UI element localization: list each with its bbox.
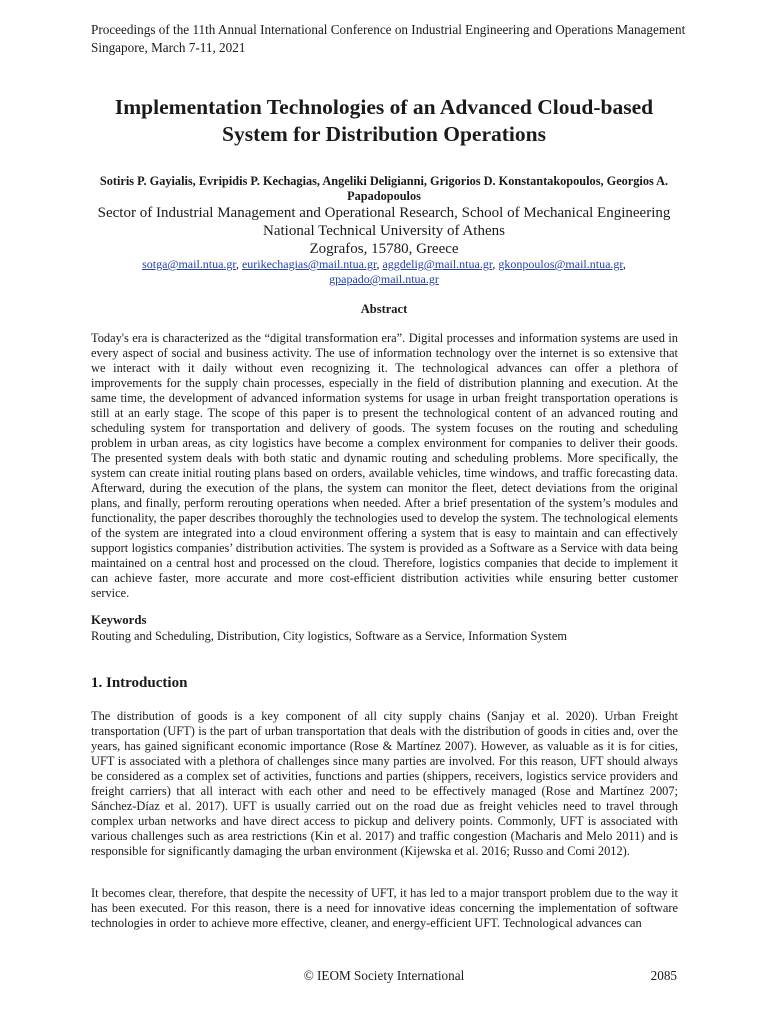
conference-header-line1: Proceedings of the 11th Annual International Conference on Industrial Engineering and Operations Management: [91, 22, 686, 37]
affiliation-line2: National Technical University of Athens: [263, 223, 505, 239]
affiliation-line3: Zografos, 15780, Greece: [309, 241, 459, 257]
abstract-body: Today's era is characterized as the “digital transformation era”. Digital processes and information systems are used in every aspect of social and business activity. The use of information technology over the internet is so extensive that we interact with it daily without even recognizing it. The technological advances can offer a plethora of improvements for the supply chain processes, especially in the field of distribution planning and execution. At the same time, the development of advanced information systems for usage in urban freight transportation operations is still at an early stage. The scope of this paper is to present the technological content of an advanced routing and scheduling system for transportation and delivery of goods. The system focuses on the routing and scheduling problem in urban areas, as city logistics have become a complex environment for companies to deliver their goods. The presented system deals with both static and dynamic routing and scheduling problems. More specifically, the system can create initial routing plans based on orders, available vehicles, time windows, and traffic forecasting data. Afterward, during the execution of the plans, the system can monitor the fleet, detect deviations from the original plans, and finally, perform rerouting operations when needed. After a brief presentation of the system’s modules and functionality, the paper describes thoroughly the technologies used to develop the system. The technological elements of the system are integrated into a cloud environment offering a system that is easy to maintain and can effectively support logistics companies’ distribution activities. The system is provided as a Software as a Service with data being maintained on a central host and processed on the cloud. Therefore, logistics companies that decide to implement it can achieve faster, more accurate and more cost-efficient distribution activities while ensuring better customer service.: [91, 331, 678, 600]
keywords-heading: Keywords: [91, 613, 147, 627]
email-link[interactable]: gkonpoulos@mail.ntua.gr: [498, 257, 623, 271]
introduction-paragraph-2: It becomes clear, therefore, that despite the necessity of UFT, it has led to a major transport problem due to the way it has been executed. For this reason, there is a need for innovative ideas concerning the implementation of software technologies in order to achieve more effective, cleaner, and energy-efficient UFT. Technological advances can: [91, 886, 678, 930]
email-link[interactable]: aggdelig@mail.ntua.gr: [382, 257, 493, 271]
keywords-text: Routing and Scheduling, Distribution, City logistics, Software as a Service, Information System: [91, 629, 567, 643]
paper-title-line1: Implementation Technologies of an Advanced Cloud-based: [114, 95, 654, 119]
affiliation-line1: Sector of Industrial Management and Operational Research, School of Mechanical Engineering: [97, 205, 671, 221]
paper-title: [60, 94, 708, 148]
introduction-heading: 1. Introduction: [91, 675, 188, 691]
introduction-paragraph-1: The distribution of goods is a key component of all city supply chains (Sanjay et al. 2020). Urban Freight transportation (UFT) is the part of urban transportation that deals with the distribution of goods in cities and, over the years, has gained significant economic importance (Rose & Martínez 2007). However, as valuable as it is for cities, UFT is associated with a plethora of challenges since many parties are involved. For this reason, UFT should always be considered as a complex set of activities, functions and parties (shippers, receivers, logistics service providers and freight carriers) that all interact with each other and need to be effectively managed (Rose and Martínez 2007; Sánchez-Díaz et al. 2017). UFT is usually carried out on the road due as freight vehicles need to travel through complex urban networks and have direct access to pickup and delivery points. Commonly, UFT is associated with various challenges such as area restrictions (Kin et al. 2017) and traffic congestion (Macharis and Melo 2011) and is responsible for significantly damaging the urban environment (Kijewska et al. 2016; Russo and Comi 2012).: [91, 709, 678, 858]
email-link[interactable]: sotga@mail.ntua.gr: [142, 257, 236, 271]
footer-copyright: © IEOM Society International: [303, 968, 465, 983]
author-list: Sotiris P. Gayialis, Evripidis P. Kechagias, Angeliki Deligianni, Grigorios D. Konstantakopoulos, Georgios A. Papadopoulos: [99, 174, 669, 203]
conference-header-line2: Singapore, March 7-11, 2021: [91, 39, 246, 55]
conference-header: [91, 21, 685, 56]
paper-title-line2: System for Distribution Operations: [222, 122, 546, 146]
abstract-heading: Abstract: [360, 302, 408, 316]
email-link[interactable]: eurikechagias@mail.ntua.gr: [241, 257, 377, 271]
email-list: sotga@mail.ntua.gr, eurikechagias@mail.ntua.gr, aggdelig@mail.ntua.gr, gkonpoulos@mail.ntua.gr, gpapado@mail.ntua.gr: [142, 257, 626, 286]
email-link[interactable]: gpapado@mail.ntua.gr: [329, 272, 439, 286]
affiliation: [60, 204, 708, 258]
page-number: 2085: [650, 968, 677, 983]
